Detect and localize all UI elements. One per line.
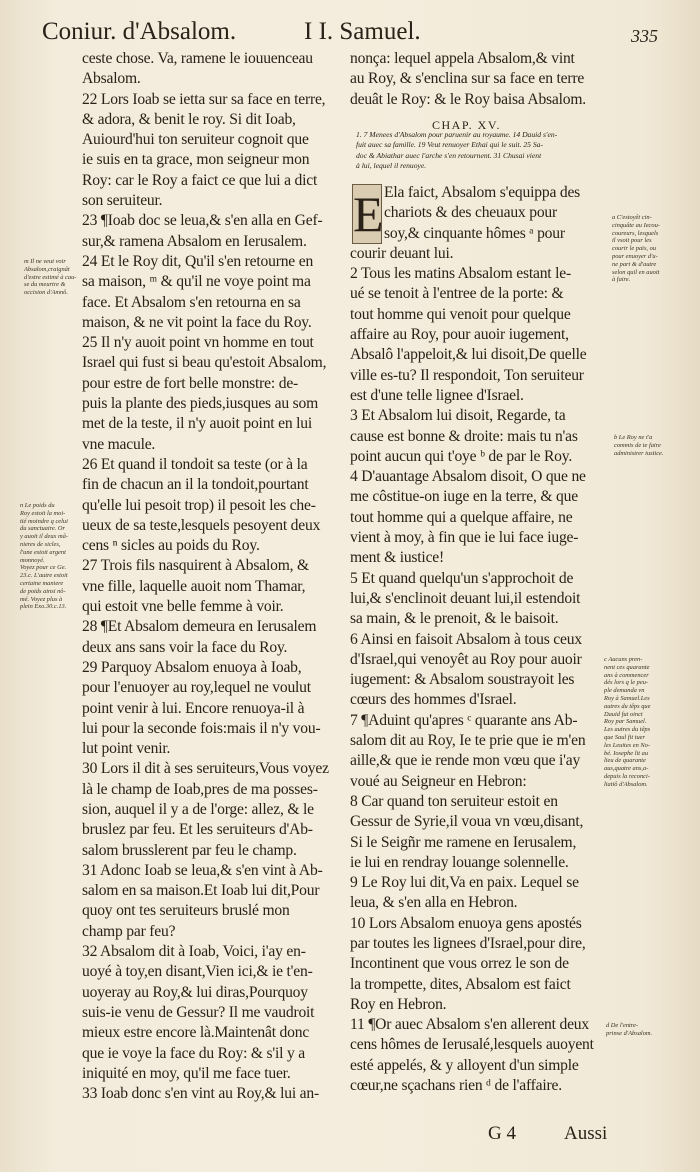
- margin-note-line: n Le poids du: [20, 502, 55, 509]
- margin-note-line: depuis la reconci-: [604, 772, 650, 780]
- margin-note-line: nieres de sicles,: [20, 540, 61, 548]
- summary-line: 1. 7 Menees d'Absalom pour paruenir au royaume. 14 Dauid s'en-: [356, 130, 558, 139]
- text-line: Roy en Hebron.: [350, 995, 447, 1013]
- text-line: cause est bonne & droite: mais tu n'as: [350, 427, 578, 445]
- text-line: 31 Adonc Ioab se leua,& s'en vint à Ab-: [82, 861, 323, 879]
- left-text-column: [82, 49, 350, 1104]
- text-line: tout homme qui a quelque affaire, ne: [350, 508, 573, 526]
- text-line: 27 Trois fils nasquirent à Absalom, &: [82, 557, 309, 575]
- margin-note-line: tié moindre q celui: [20, 517, 68, 525]
- margin-note-n: [20, 502, 78, 611]
- text-line: par toutes les lignees d'Israel,pour dire,: [350, 934, 586, 952]
- margin-note-line: autres du têps que: [604, 702, 651, 710]
- right-text-column-top: [350, 49, 646, 110]
- text-line: Absalom.: [82, 70, 141, 88]
- margin-note-line: dés lors q le peu-: [604, 679, 649, 687]
- margin-note-line: cinquâte au Iecou-: [612, 221, 660, 229]
- text-line: Israel qui fust si beau qu'estoit Absalom,: [82, 354, 327, 372]
- text-line: qui estoit vne belle femme à voir.: [82, 598, 284, 616]
- text-line: ceste chose. Va, ramene le iouuenceau: [82, 50, 313, 67]
- chapter-summary: [356, 130, 612, 172]
- margin-note-line: d De l'entre-: [606, 1022, 639, 1029]
- text-line: pour estre de fort belle monstre: de-: [82, 374, 299, 392]
- text-line: courir deuant lui.: [350, 244, 454, 262]
- margin-note-line: mé. Voyez plus à: [20, 595, 63, 603]
- margin-note-line: que Saul fit tuer: [604, 733, 646, 741]
- margin-note-line: a C'estoyêt cin-: [612, 214, 652, 221]
- text-line: 30 Lors il dit à ses seruiteurs,Vous voyez: [82, 760, 329, 778]
- text-line: vient à moy, à fin que ie lui face iuge-: [350, 529, 579, 547]
- text-line: Incontinent que vous orrez le son de: [350, 955, 569, 973]
- text-line: là le champ de Ioab,pres de ma posses-: [82, 780, 318, 798]
- text-line: soy,& cinquante hômes ᵃ pour: [384, 224, 565, 242]
- page-footer: [488, 1123, 608, 1151]
- summary-line: doc & Abiathar auec l'arche s'en retournent. 31 Chusai vient: [356, 150, 542, 160]
- text-line: champ par feu?: [82, 922, 176, 940]
- summary-line: fuit auec sa famille. 19 Veut renuoyer Ethai qui le suit. 25 Sa-: [356, 140, 544, 150]
- running-header: [42, 14, 658, 50]
- drop-cap-letter: E: [353, 186, 384, 242]
- margin-note-line: se du meurtre &: [24, 281, 66, 289]
- text-line: sur,& ramena Absalom en Ierusalem.: [82, 232, 307, 250]
- text-line: sa main, & le prenoit, & le baisoit.: [350, 610, 559, 628]
- text-line: 10 Lors Absalom enuoya gens apostés: [350, 914, 582, 932]
- text-line: Absalô l'appeloit,& lui disoit,De quelle: [350, 346, 587, 364]
- margin-note-m: [24, 258, 80, 297]
- margin-note-line: Absalom,craignât: [24, 265, 70, 273]
- margin-note-line: de poids ainsi nô-: [20, 587, 66, 595]
- text-line: voué au Seigneur en Hebron:: [350, 772, 527, 790]
- text-line: uoyeray au Roy,& lui diras,Pourquoy: [82, 983, 308, 1001]
- summary-line: à lui, lequel il renuoye.: [356, 161, 427, 171]
- text-line: 8 Car quand ton seruiteur estoit en: [350, 792, 558, 810]
- text-line: sion, auquel il y a de l'orge: allez, & le: [82, 800, 314, 818]
- text-line: 33 Ioab donc s'en vint au Roy,& lui an-: [82, 1085, 319, 1103]
- text-line: 25 Il n'y auoit point vn homme en tout: [82, 334, 314, 352]
- text-line: me côstitue-on iuge en la terre, & que: [350, 488, 578, 506]
- text-line: maison, & ne vit point la face du Roy.: [82, 313, 312, 331]
- text-line: iugement: & Absalom soustrayoit les: [350, 671, 575, 689]
- margin-note-line: occision d'Amnô.: [24, 289, 68, 297]
- text-line: 3 Et Absalom lui disoit, Regarde, ta: [350, 407, 566, 425]
- margin-note-line: nent ces quarante: [604, 663, 650, 671]
- text-line: esté appelés, & y alloyent d'un simple: [350, 1056, 579, 1074]
- text-line: tout homme qui venoit pour quelque: [350, 305, 571, 323]
- text-line: ville es-tu? Il respondoit, Ton seruiteur: [350, 366, 584, 384]
- text-line: leua, & s'en alla en Hebron.: [350, 894, 518, 912]
- margin-note-line: les Leuites en No-: [604, 741, 650, 749]
- text-line: 2 Tous les matins Absalom estant le-: [350, 265, 571, 283]
- text-line: la trompette, dites, Absalom est faict: [350, 975, 571, 993]
- text-line: d'Israel,qui venoyêt au Roy pour auoir: [350, 650, 582, 668]
- text-line: lui,& s'enclinoit deuant lui,il estendoit: [350, 589, 581, 607]
- margin-note-line: pour enuoyer d'u-: [612, 252, 658, 260]
- text-line: 28 ¶Et Absalom demeura en Ierusalem: [82, 618, 317, 636]
- margin-note-line: y auoit il deux mâ-: [20, 533, 68, 541]
- margin-note-line: à faire.: [612, 276, 631, 284]
- text-line: uoyé à toy,en disant,Vien ici,& ie t'en-: [82, 963, 313, 981]
- text-line: 26 Et quand il tondoit sa teste (or à la: [82, 455, 308, 473]
- margin-note-line: selon quil en auoit: [612, 268, 660, 276]
- right-text-column-body: [350, 183, 610, 1096]
- margin-note-line: ple demanda vn: [604, 687, 645, 695]
- text-line: salom brusslerent par feu le champ.: [82, 841, 297, 859]
- text-line: 32 Absalom dit à Ioab, Voici, i'ay en-: [82, 943, 306, 961]
- text-line: pour l'enuoyer au roy,lequel ne voulut: [82, 679, 311, 697]
- margin-note-line: bé. Iosephe lit au: [604, 749, 649, 757]
- text-line: Roy: car le Roy a faict ce que lui a dict: [82, 171, 318, 189]
- text-line: vne macule.: [82, 435, 156, 453]
- text-line: mieux estre encore là.Maintenât donc: [82, 1024, 310, 1042]
- text-line: cœur,ne sçachans rien ᵈ de l'affaire.: [350, 1077, 562, 1095]
- text-line: 9 Le Roy lui dit,Va en paix. Lequel se: [350, 874, 579, 892]
- text-line: 23 ¶Ioab doc se leua,& s'en alla en Gef-: [82, 212, 323, 230]
- text-line: iniquité en moy, qu'il me face tuer.: [82, 1064, 291, 1082]
- text-line: puis la plante des pieds,iusques au som: [82, 395, 319, 413]
- text-line: aille,& que ie rende mon vœu que i'ay: [350, 752, 581, 770]
- text-line: 29 Parquoy Absalom enuoya à Ioab,: [82, 658, 302, 676]
- text-line: Ela faict, Absalom s'equippa des: [384, 184, 581, 201]
- text-line: ué se tenoit à l'entree de la porte: &: [350, 285, 564, 303]
- text-line: ie lui en rendray louange solennelle.: [350, 853, 569, 871]
- margin-note-b: [614, 434, 686, 457]
- text-line: salom dit au Roy, Ie te prie que ie m'en: [350, 732, 586, 750]
- text-line: lui pour la seconde fois:mais il n'y vou-: [82, 719, 321, 737]
- margin-note-line: il vsoit pour les: [612, 237, 652, 245]
- margin-note-line: administrer iustice.: [614, 449, 664, 457]
- text-line: chariots & des cheuaux pour: [384, 204, 558, 222]
- text-line: 7 ¶Aduint qu'apres ᶜ quarante ans Ab-: [350, 711, 578, 729]
- margin-note-line: Les autres du têps: [604, 726, 651, 734]
- text-line: 11 ¶Or auec Absalom s'en allerent deux: [350, 1016, 589, 1034]
- chapter-heading: CHAP. XV.: [432, 118, 501, 132]
- text-line: nonça: lequel appela Absalom,& vint: [350, 50, 575, 67]
- header-left-title: Coniur. d'Absalom.: [42, 18, 237, 45]
- margin-note-line: d'estre estimé à cau-: [24, 273, 77, 281]
- text-line: au Roy, & s'enclina sur sa face en terre: [350, 70, 585, 88]
- text-line: vne fille, laquelle auoit nom Thamar,: [82, 577, 306, 595]
- margin-note-line: Roy à Samuel.Les: [604, 694, 650, 702]
- margin-note-line: monnoyé.: [20, 556, 45, 564]
- margin-note-d: [606, 1022, 690, 1038]
- signature-mark: G 4: [488, 1123, 516, 1144]
- text-line: ueux de sa teste,lesquels pesoyent deux: [82, 516, 321, 534]
- text-line: deuât le Roy: & le Roy baisa Absalom.: [350, 90, 587, 108]
- margin-note-line: du sanctuaire. Or: [20, 525, 66, 533]
- margin-note-a: [612, 214, 686, 284]
- text-line: salom en sa maison.Et Ioab lui dit,Pour: [82, 882, 320, 900]
- text-line: est d'une telle lignee d'Israel.: [350, 386, 524, 404]
- text-line: bruslez par feu. Et les seruiteurs d'Ab-: [82, 821, 313, 839]
- margin-note-line: certaine maniere: [20, 579, 64, 587]
- text-line: suis-ie venu de Gessur? Il me vaudroit: [82, 1003, 315, 1021]
- text-line: que ie voye la face du Roy: & s'il y a: [82, 1044, 305, 1062]
- header-book-title: I I. Samuel.: [304, 18, 421, 45]
- margin-note-line: aus,quatre ans,a-: [604, 765, 649, 773]
- margin-note-line: 23.c. L'autre estoit: [20, 572, 68, 580]
- text-line: 22 Lors Ioab se ietta sur sa face en terre,: [82, 90, 326, 108]
- text-line: deux ans sans voir la face du Roy.: [82, 638, 288, 656]
- text-line: cœurs des hommes d'Israel.: [350, 691, 517, 709]
- text-line: lut point venir.: [82, 740, 171, 758]
- text-line: qu'elle lui pesoit trop) il pesoit les che-: [82, 496, 316, 514]
- catchword: Aussi: [564, 1123, 608, 1144]
- text-line: Gessur de Syrie,il voua vn vœu,disant,: [350, 813, 584, 831]
- margin-note-line: plein Exo.30.c.13.: [20, 603, 67, 611]
- text-line: ie suis en ta grace, mon seigneur mon: [82, 151, 310, 169]
- margin-note-line: coureurs, lesquels: [612, 229, 659, 237]
- text-line: 5 Et quand quelqu'un s'approchoit de: [350, 569, 574, 587]
- margin-note-line: ans à commencer: [604, 671, 649, 679]
- text-line: Si le Seigñr me ramene en Ierusalem,: [350, 833, 577, 851]
- margin-note-line: ne part & d'autre: [612, 260, 657, 268]
- margin-note-line: m Il ne veut voir: [24, 258, 66, 265]
- text-line: affaire au Roy, pour auoir iugement,: [350, 326, 569, 344]
- margin-note-line: b Le Roy ne t'a: [614, 434, 653, 441]
- margin-note-line: c Aucuns pren-: [604, 656, 643, 663]
- margin-note-line: commis de te faire: [614, 441, 661, 449]
- margin-note-line: lieu de quarante: [604, 757, 646, 765]
- text-line: face. Et Absalom s'en retourna en sa: [82, 293, 301, 311]
- text-line: met de la teste, il n'y auoit point en lui: [82, 415, 312, 433]
- text-line: sa maison, ᵐ & qu'il ne voye point ma: [82, 273, 311, 291]
- text-line: point venir à lui. Encore renuoya-il à: [82, 699, 305, 717]
- text-line: quoy ont tes seruiteurs bruslé mon: [82, 902, 290, 920]
- text-line: ment & iustice!: [350, 549, 445, 567]
- margin-note-c: [604, 656, 688, 789]
- text-line: cens ⁿ sicles au poids du Roy.: [82, 537, 260, 555]
- text-line: son seruiteur.: [82, 192, 163, 210]
- margin-note-line: Voyez pour ce Ge.: [20, 564, 67, 572]
- text-line: 6 Ainsi en faisoit Absalom à tous ceux: [350, 630, 582, 648]
- page-number: 335: [631, 26, 658, 46]
- text-line: cens hômes de Ierusalé,lesquels auoyent: [350, 1036, 594, 1054]
- margin-note-line: liatiô d'Absalom.: [604, 780, 648, 788]
- margin-note-line: courir le païs, ou: [612, 245, 657, 253]
- text-line: & adora, & benit le roy. Si dit Ioab,: [82, 110, 296, 128]
- margin-note-line: prinse d'Absalom.: [606, 1029, 653, 1037]
- text-line: 4 D'auantage Absalom disoit, O que ne: [350, 468, 586, 486]
- text-line: 24 Et le Roy dit, Qu'il s'en retourne en: [82, 252, 314, 270]
- text-line: fin de chacun an il la tondoit,pourtant: [82, 476, 309, 494]
- text-line: point aucun qui t'oye ᵇ de par le Roy.: [350, 447, 573, 465]
- margin-note-line: Roy par Samuel.: [604, 718, 647, 726]
- margin-note-line: Roy estoit la moi-: [20, 509, 66, 517]
- margin-note-line: Dauid fut oinct: [604, 710, 643, 718]
- text-line: Auiourd'hui ton seruiteur cognoit que: [82, 131, 309, 149]
- margin-note-line: l'une estoit argent: [20, 548, 66, 556]
